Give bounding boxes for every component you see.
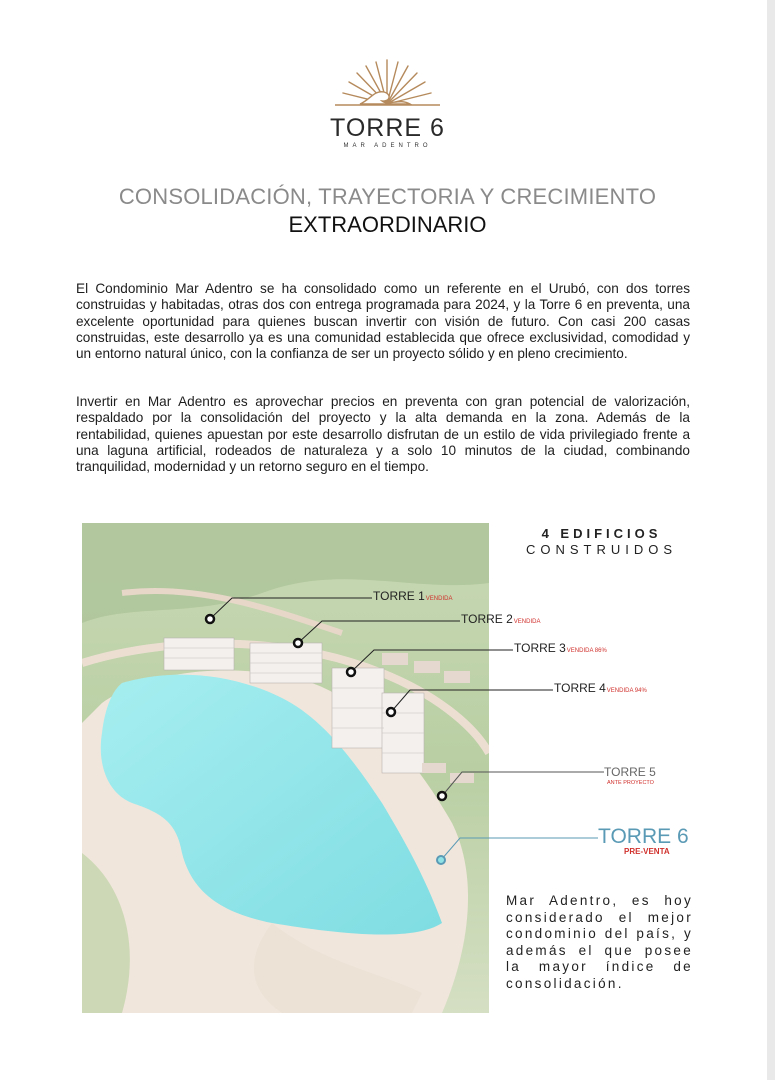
logo-title: TORRE 6 — [330, 114, 445, 142]
tower-5-status: ANTE PROYECTO — [607, 780, 654, 786]
closing-quote: Mar Adentro, es hoy considerado el mejor condominio del país, y además el que posee la mayor índice de consolidación. — [506, 893, 693, 991]
tower-3-name: TORRE 3 — [514, 641, 566, 655]
tower-6-status: PRE-VENTA — [624, 847, 670, 856]
tower-1-marker — [206, 615, 214, 623]
tower-3-marker — [347, 668, 355, 676]
tower-5-label — [604, 765, 656, 779]
tower-3-status: VENDIDA 86% — [566, 648, 607, 654]
buildings-title: 4 EDIFICIOS — [541, 526, 662, 541]
tower-5-marker — [438, 792, 446, 800]
tower-4-marker — [387, 708, 395, 716]
tower-3-label — [514, 641, 607, 655]
paragraph-2: Invertir en Mar Adentro es aprovechar precios en preventa con gran potencial de valorización, respaldado por la consolidación del proyecto y la alta demanda en la zona. Además de la rentabilidad, quienes apuestan por este desarrollo disfrutan de un estilo de vida privilegiado frente a una laguna artificial, rodeados de naturaleza y a solo 10 minutos de la ciudad, combinando tranquilidad, modernidad y un retorno seguro en el tiempo. — [76, 394, 690, 475]
heading-line-1: CONSOLIDACIÓN, TRAYECTORIA Y CRECIMIENTO — [118, 184, 657, 209]
tower-2-marker — [294, 639, 302, 647]
tower-1-status: VENDIDA — [425, 596, 453, 602]
tower-2-label — [461, 612, 540, 626]
tower-4-name: TORRE 4 — [554, 681, 606, 695]
tower-6-marker — [437, 856, 445, 864]
tower-2-name: TORRE 2 — [461, 612, 513, 626]
paragraph-1: El Condominio Mar Adentro se ha consolidado como un referente en el Urubó, con dos torres construidas y habitadas, otras dos con entrega programada para 2024, y la Torre 6 en preventa, una excelente oportunidad para quienes buscan invertir con visión de futuro. Con casi 200 casas construidas, este desarrollo ya es una comunidad establecida que ofrece exclusividad, comodidad y un entorno natural único, con la confianza de ser un proyecto sólido y en pleno crecimiento. — [76, 281, 690, 362]
tower-4-status: VENDIDA 94% — [606, 688, 647, 694]
heading-line-2: EXTRAORDINARIO — [288, 212, 487, 237]
buildings-subtitle: CONSTRUIDOS — [525, 542, 678, 557]
tower-5-name: TORRE 5 — [604, 765, 656, 779]
tower-4-label — [554, 681, 647, 695]
tower-6-name: TORRE 6 — [598, 825, 689, 848]
tower-2-status: VENDIDA — [513, 619, 541, 625]
tower-1-label — [373, 589, 452, 603]
tower-1-name: TORRE 1 — [373, 589, 425, 603]
logo-subtitle: MAR ADENTRO — [343, 143, 432, 149]
